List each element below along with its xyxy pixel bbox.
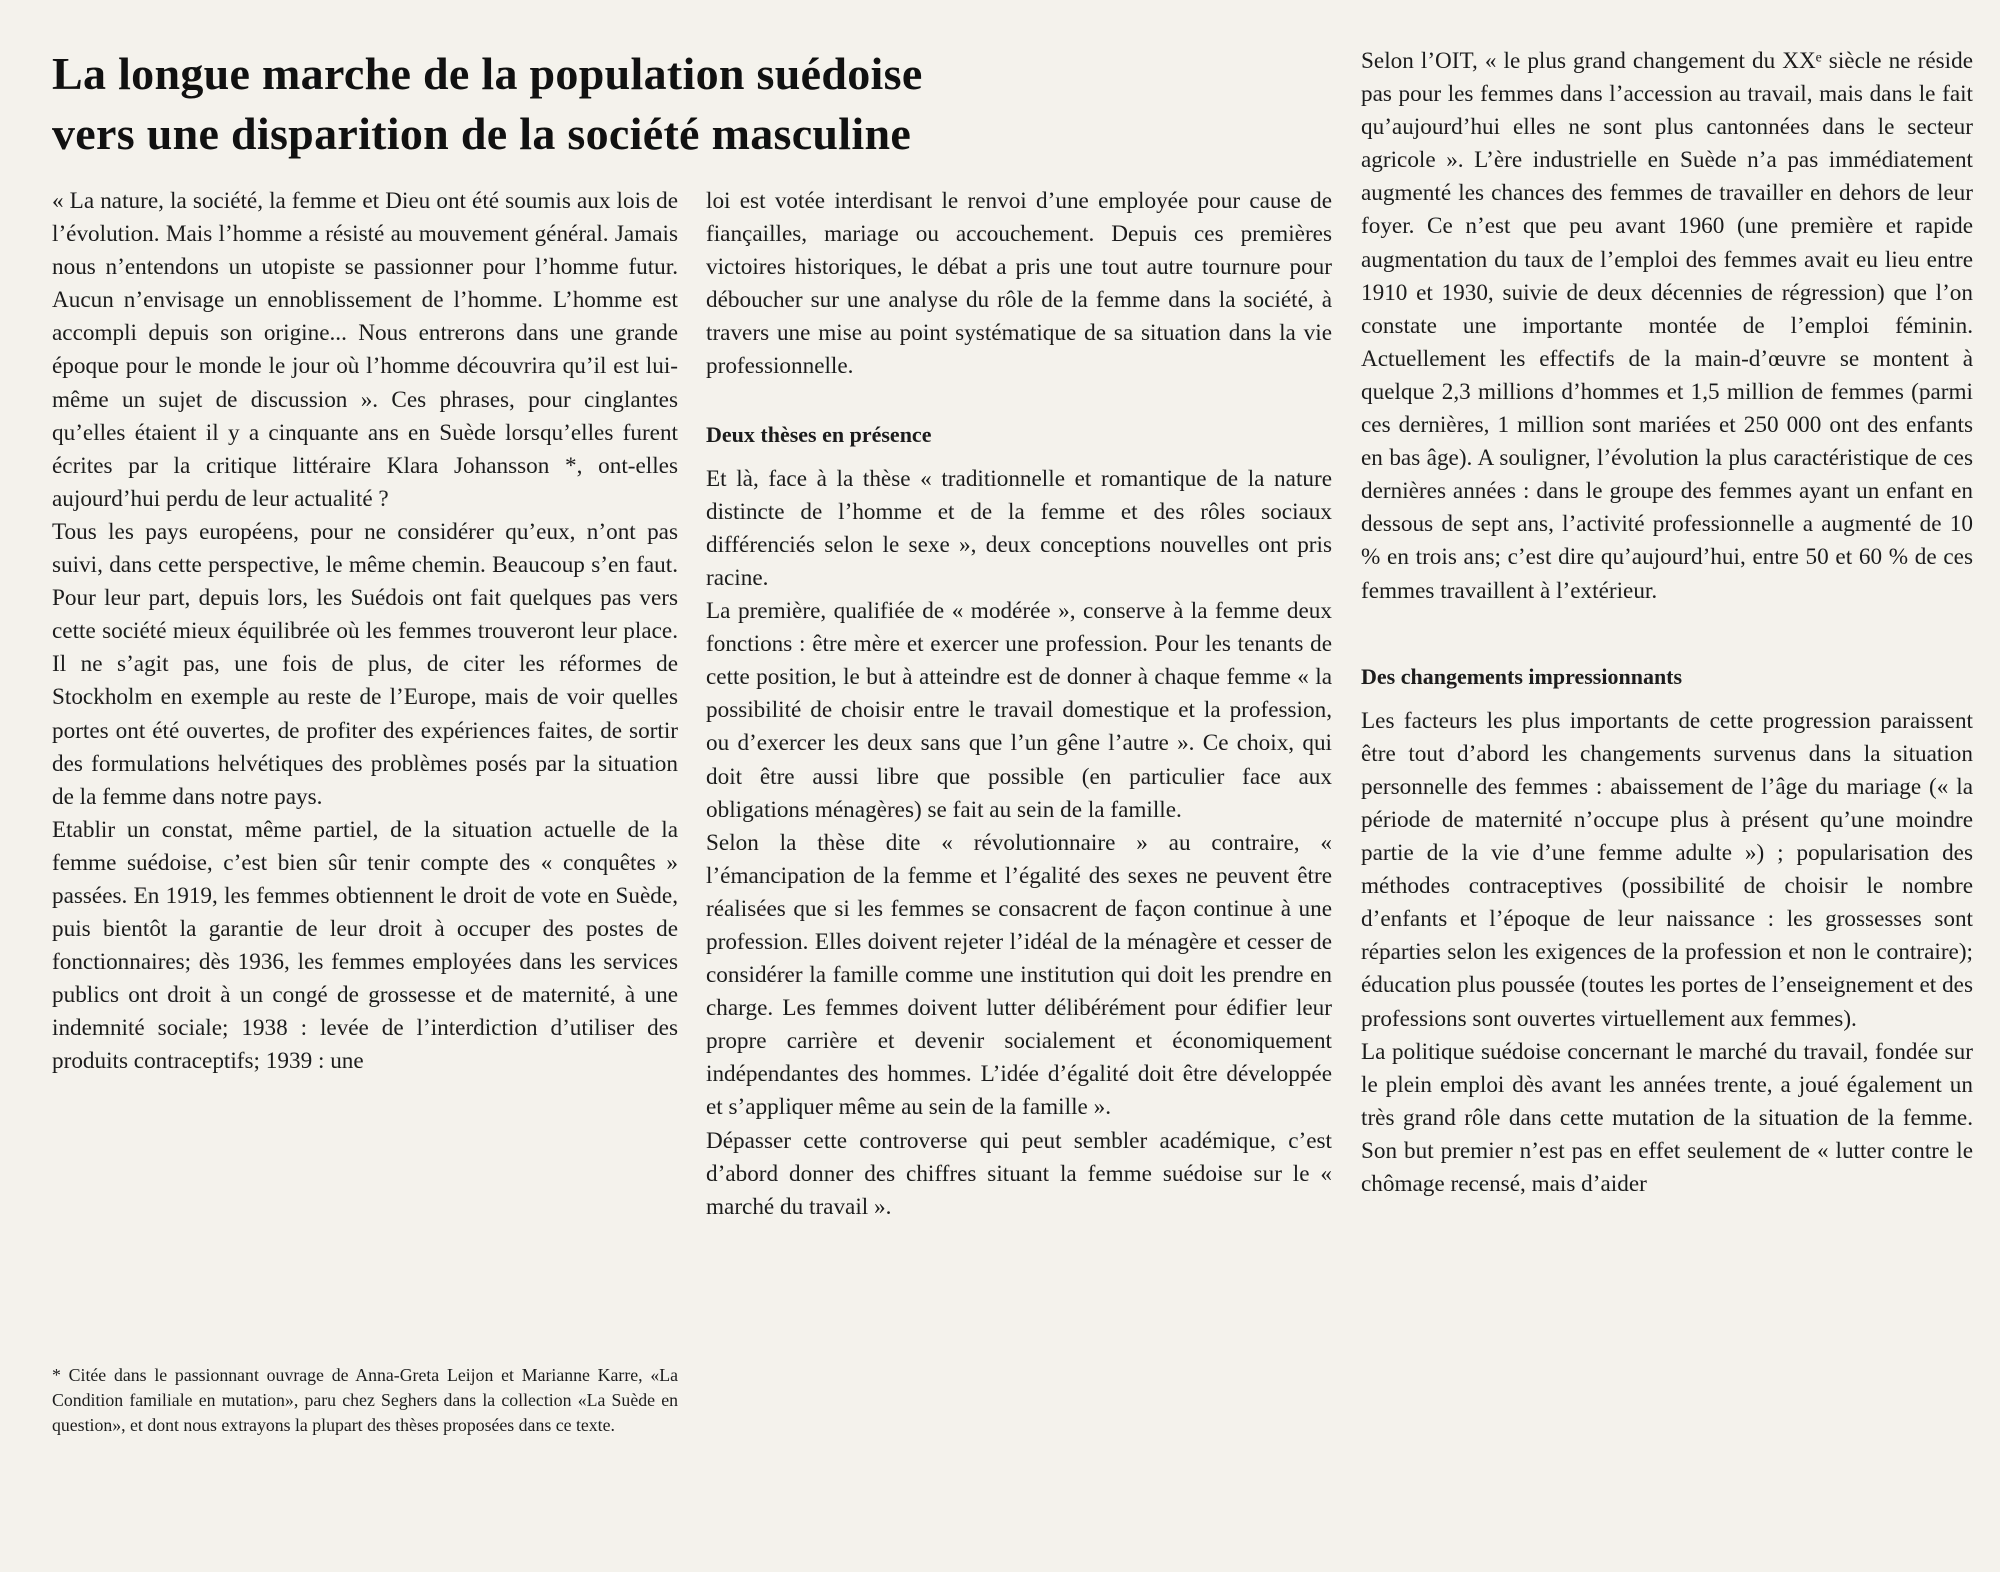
paragraph: Etablir un constat, même partiel, de la situation actuelle de la femme suédoise, c’est bien sûr tenir compte des « conquêtes » passées. En 1919, les femmes obtiennent le droit de vote en Suède, puis bientôt la garantie de leur droit à occuper des postes de fonctionnaires; dès 1936, les femmes employées dans les services publics ont droit à un congé de grossesse et de maternité, à une indemnité sociale; 1938 : levée de l’interdiction d’utiliser des produits contraceptifs; 1939 : une — [52, 816, 678, 1075]
subheading-deux-theses: Deux thèses en présence — [706, 421, 932, 447]
paragraph: Et là, face à la thèse « traditionnelle et romantique de la nature distincte de l’homme et de la femme et des rôles sociaux différenciés selon le sexe », deux conceptions nouvelles ont pris racine. — [706, 465, 1332, 591]
paragraph: Tous les pays européens, pour ne considérer qu’eux, n’ont pas suivi, dans cette perspective, le même chemin. Beaucoup s’en faut. Pour leur part, depuis lors, les Suédois ont fait quelques pas vers cette société mieux équilibrée où les femmes trouveront leur place. Il ne s’agit pas, une fois de plus, de citer les réformes de Stockholm en exemple au reste de l’Europe, mais de voir quelles portes ont été ouvertes, de profiter des expériences faites, de sortir des formulations helvétiques des problèmes posés par la situation de la femme dans notre pays. — [52, 518, 678, 810]
title-line-2: vers une disparition de la société masculine — [52, 108, 912, 159]
paragraph: Selon l’OIT, « le plus grand changement du XXᵉ siècle ne réside pas pour les femmes dans l’accession au travail, mais dans le fait qu’aujourd’hui elles ne sont plus cantonnées dans le secteur agricole ». L’ère industrielle en Suède n’a pas immédiatement augmenté les chances des femmes de travailler en dehors de leur foyer. Ce n’est que peu avant 1960 (une première et rapide augmentation du taux de l’emploi des femmes avait eu lieu entre 1910 et 1930, suivie de deux décennies de régression) que l’on constate une importante montée de l’emploi féminin. Actuellement les effectifs de la main-d’œuvre se montent à quelque 2,3 millions d’hommes et 1,5 million de femmes (parmi ces dernières, 1 million sont mariées et 250 000 ont des enfants en bas âge). A souligner, l’évolution la plus caractéristique de ces dernières années : dans le groupe des femmes ayant un enfant en dessous de sept ans, l’activité professionnelle a augmenté de 10 % en trois ans; c’est dire qu’aujourd’hui, entre 50 et 60 % de ces femmes travaillent à l’extérieur. — [1361, 48, 1973, 604]
column-3 — [1361, 45, 1973, 1201]
column-1 — [52, 185, 678, 1079]
footnote: * Citée dans le passionnant ouvrage de Anna-Greta Leijon et Marianne Karre, «La Condition familiale en mutation», paru chez Seghers dans la collection «La Suède en question», et dont nous extrayons la plupart des thèses proposées dans ce texte. — [52, 1365, 678, 1435]
paragraph: Les facteurs les plus importants de cette progression paraissent être tout d’abord les changements survenus dans la situation personnelle des femmes : abaissement de l’âge du mariage (« la période de maternité n’occupe plus à présent qu’une moindre partie de la vie d’une femme adulte ») ; popularisation des méthodes contraceptives (possibilité de choisir le nombre d’enfants et l’époque de leur naissance : les grossesses sont réparties selon les exigences de la profession et non le contraire); éducation plus poussée (toutes les portes de l’enseignement et des professions sont ouvertes virtuellement aux femmes). — [1361, 707, 1973, 1032]
paragraph: La politique suédoise concernant le marché du travail, fondée sur le plein emploi dès avant les années trente, a joué également un très grand rôle dans cette mutation de la situation de la femme. Son but premier n’est pas en effet seulement de « lutter contre le chômage recensé, mais d’aider — [1361, 1038, 1973, 1197]
paragraph: « La nature, la société, la femme et Dieu ont été soumis aux lois de l’évolution. Mais l’homme a résisté au mouvement général. Jamais nous n’entendons un utopiste se passionner pour l’homme futur. Aucun n’envisage un ennoblissement de l’homme. L’homme est accompli depuis son origine... Nous entrerons dans une grande époque pour le monde le jour où l’homme découvrira qu’il est lui-même un sujet de discussion ». Ces phrases, pour cinglantes qu’elles étaient il y a cinquante ans en Suède lorsqu’elles furent écrites par la critique littéraire Klara Johansson *, ont-elles aujourd’hui perdu de leur actualité ? — [52, 188, 678, 512]
paragraph: loi est votée interdisant le renvoi d’une employée pour cause de fiançailles, mariage ou accouchement. Depuis ces premières victoires historiques, le débat a pris une tout autre tournure pour déboucher sur une analyse du rôle de la femme dans la société, à travers une mise au point systématique de sa situation dans la vie professionnelle. — [706, 188, 1332, 380]
column-2 — [706, 185, 1332, 1224]
article-title — [52, 44, 1342, 164]
subheading-changements: Des changements impressionnants — [1361, 663, 1683, 689]
paragraph: Dépasser cette controverse qui peut sembler académique, c’est d’abord donner des chiffres situant la femme suédoise sur le « marché du travail ». — [706, 1127, 1332, 1220]
title-line-1: La longue marche de la population suédoise — [52, 48, 923, 99]
paragraph: La première, qualifiée de « modérée », conserve à la femme deux fonctions : être mère et exercer une profession. Pour les tenants de cette position, le but à atteindre est de donner à chaque femme « la possibilité de choisir entre le travail domestique et la profession, ou d’exercer les deux sans que l’un gêne l’autre ». Ce choix, qui doit être aussi libre que possible (en particulier face aux obligations ménagères) se fait au sein de la famille. — [706, 598, 1332, 823]
paragraph: Selon la thèse dite « révolutionnaire » au contraire, « l’émancipation de la femme et l’égalité des sexes ne peuvent être réalisées que si les femmes se consacrent de façon continue à une profession. Elles doivent rejeter l’idéal de la ménagère et cesser de considérer la famille comme une institution qui doit les prendre en charge. Les femmes doivent lutter délibérément pour édifier leur propre carrière et devenir socialement et économiquement indépendantes des hommes. L’idée d’égalité doit être développée et s’appliquer même au sein de la famille ». — [706, 829, 1332, 1121]
